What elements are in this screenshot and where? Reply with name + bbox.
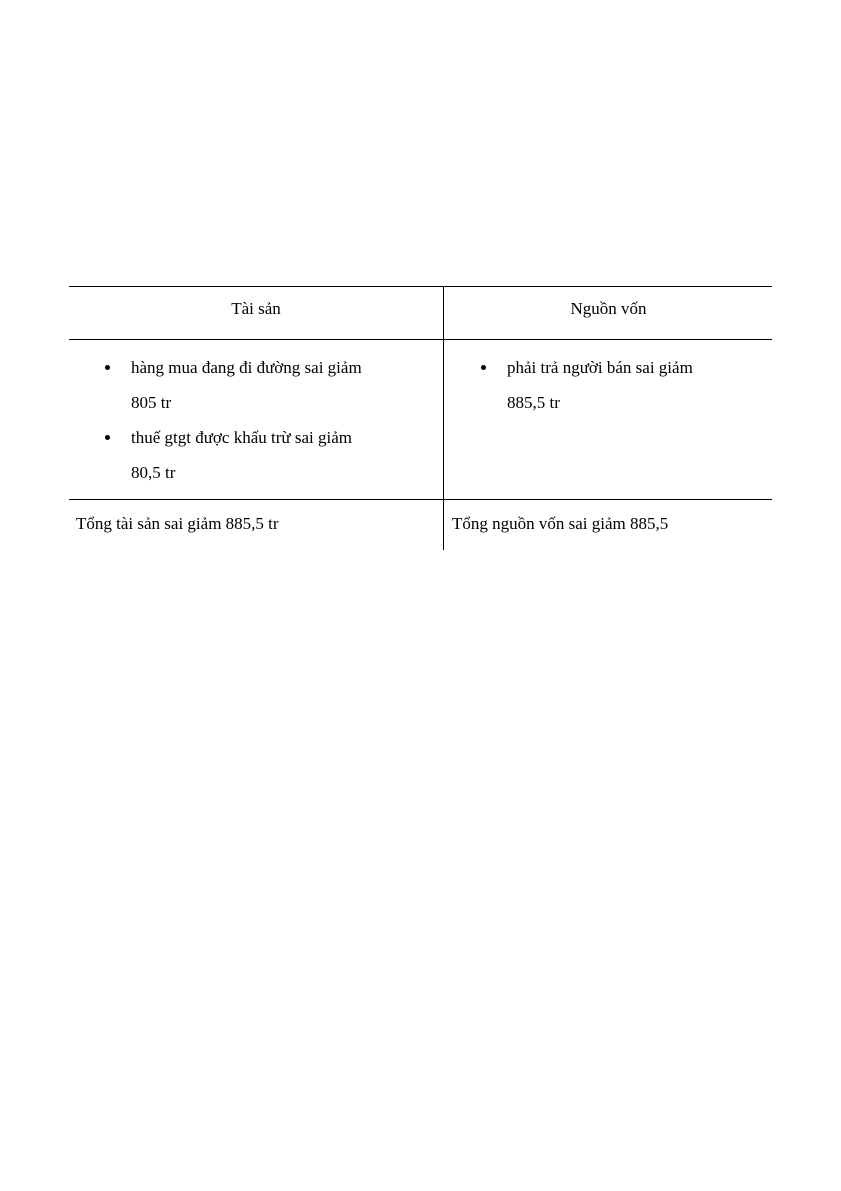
list-item-line: 805 tr [131, 393, 172, 412]
list-item-line: 885,5 tr [507, 393, 560, 412]
liabilities-list [445, 350, 765, 420]
header-assets: Tài sản [231, 299, 281, 318]
bullet-icon [105, 365, 110, 370]
column-divider [443, 286, 444, 550]
assets-list [69, 350, 439, 490]
list-item [445, 350, 765, 420]
table-top-border [69, 286, 772, 287]
header-liabilities: Nguồn vốn [570, 299, 647, 318]
footer-total-liabilities: Tổng nguồn vốn sai giảm 885,5 [452, 514, 669, 533]
header-divider [69, 339, 772, 340]
footer-total-assets: Tổng tài sản sai giảm 885,5 tr [76, 514, 279, 533]
list-item-line: 80,5 tr [131, 463, 176, 482]
list-item [69, 420, 439, 490]
bullet-icon [481, 365, 486, 370]
list-item-line: phải trả người bán sai giảm [507, 358, 693, 377]
list-item-line: thuế gtgt được khấu trừ sai giảm [131, 428, 352, 447]
list-item [69, 350, 439, 420]
list-item-line: hàng mua đang đi đường sai giảm [131, 358, 362, 377]
bullet-icon [105, 435, 110, 440]
footer-divider [69, 499, 772, 500]
balance-table [69, 286, 772, 550]
